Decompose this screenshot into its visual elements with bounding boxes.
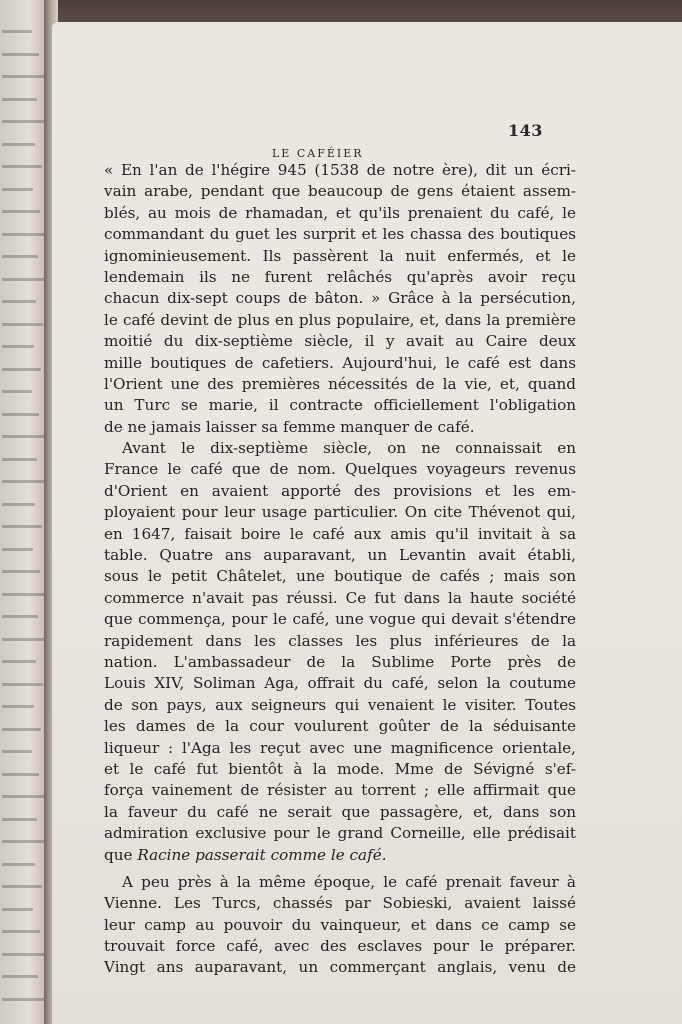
- text-line: d'Orient en avaient apporté des provisions et les em-: [104, 481, 576, 500]
- facing-page-text-fragment: [2, 210, 40, 213]
- text-line: vain arabe, pendant que beaucoup de gens étaient assem-: [104, 182, 576, 201]
- facing-page-text-fragment: [2, 570, 40, 573]
- facing-page-text-fragment: [2, 503, 35, 506]
- text-line: Vingt ans auparavant, un commerçant anglais, venu de: [104, 958, 576, 977]
- facing-page-text-fragment: [2, 435, 46, 438]
- facing-page-text-fragment: [2, 660, 36, 663]
- text-line: sous le petit Châtelet, une boutique de cafés ; mais son: [104, 567, 576, 586]
- facing-page-text-fragment: [2, 98, 37, 101]
- text-line: A peu près à la même époque, le café prenait faveur à: [122, 872, 576, 891]
- text-line: chacun dix-sept coups de bâton. » Grâce à la persécution,: [104, 289, 576, 308]
- facing-page-text-fragment: [2, 458, 37, 461]
- left-page-edge: [0, 0, 50, 1024]
- facing-page-text-fragment: [2, 300, 36, 303]
- text-line: un Turc se marie, il contracte officiellement l'obligation: [104, 396, 576, 415]
- facing-page-text-fragment: [2, 705, 34, 708]
- facing-page-text-fragment: [2, 53, 39, 56]
- text-line: Louis XIV, Soliman Aga, offrait du café, selon la coutume: [104, 674, 576, 693]
- text-line: leur camp au pouvoir du vainqueur, et dans ce camp se: [104, 915, 576, 934]
- facing-page-text-fragment: [2, 120, 44, 123]
- text-line: rapidement dans les classes les plus inférieures de la: [104, 631, 576, 650]
- facing-page-text-fragment: [2, 390, 32, 393]
- text-line: en 1647, faisait boire le café aux amis qu'il invitait à sa: [104, 524, 576, 543]
- text-line: ignominieusement. Ils passèrent la nuit enfermés, et le: [104, 246, 576, 265]
- facing-page-text-fragment: [2, 728, 41, 731]
- text-line: France le café que de nom. Quelques voyageurs revenus: [104, 460, 576, 479]
- text-line: Avant le dix-septième siècle, on ne connaissait en: [122, 439, 576, 458]
- facing-page-text-fragment: [2, 863, 35, 866]
- facing-page-text-fragment: [2, 615, 38, 618]
- facing-page-text-fragment: [2, 818, 37, 821]
- facing-page-text-fragment: [2, 525, 42, 528]
- body-text: [104, 160, 576, 979]
- facing-page-text-fragment: [2, 368, 41, 371]
- text-line: lendemain ils ne furent relâchés qu'après avoir reçu: [104, 267, 576, 286]
- text-line: table. Quatre ans auparavant, un Levantin avait établi,: [104, 546, 576, 565]
- text-line: moitié du dix-septième siècle, il y avait au Caire deux: [104, 332, 576, 351]
- text-line: nation. L'ambassadeur de la Sublime Porte près de: [104, 652, 576, 671]
- facing-page-text-fragment: [2, 975, 38, 978]
- text-line: « En l'an de l'hégire 945 (1538 de notre ère), dit un écri-: [104, 161, 576, 179]
- text-line: commerce n'avait pas réussi. Ce fut dans la haute société: [104, 588, 576, 607]
- italic-quote: Racine passerait comme le café.: [137, 845, 387, 864]
- facing-page-text-fragment: [2, 930, 40, 933]
- facing-page-text-fragment: [2, 413, 39, 416]
- facing-page-text-fragment: [2, 480, 44, 483]
- page-number: 143: [508, 121, 543, 140]
- facing-page-text-fragment: [2, 278, 45, 281]
- facing-page-text-fragment: [2, 30, 32, 33]
- facing-page-text-fragment: [2, 840, 44, 843]
- text-line: blés, au mois de rhamadan, et qu'ils prenaient du café, le: [104, 203, 576, 222]
- text-line: Vienne. Les Turcs, chassés par Sobieski, avaient laissé: [104, 894, 576, 913]
- facing-page-text-fragment: [2, 188, 33, 191]
- facing-page-text-fragment: [2, 593, 47, 596]
- text-line: les dames de la cour voulurent goûter de la séduisante: [104, 717, 576, 736]
- text-line: liqueur : l'Aga les reçut avec une magnificence orientale,: [104, 738, 576, 757]
- facing-page-text-fragment: [2, 908, 33, 911]
- facing-page-text-fragment: [2, 255, 38, 258]
- facing-page-text-fragment: [2, 143, 35, 146]
- text-line: l'Orient une des premières nécessités de la vie, et, quand: [104, 374, 576, 393]
- facing-page-text-fragment: [2, 75, 46, 78]
- text-line: la faveur du café ne serait que passagère, et, dans son: [104, 802, 576, 821]
- text-line: trouvait force café, avec des esclaves pour le préparer.: [104, 937, 576, 956]
- text-line: de son pays, aux seigneurs qui venaient le visiter. Toutes: [104, 695, 576, 714]
- facing-page-text-fragment: [2, 750, 32, 753]
- text-line: de ne jamais laisser sa femme manquer de café.: [104, 417, 475, 436]
- text-line: [104, 845, 576, 866]
- text-line: que commença, pour le café, une vogue qui devait s'étendre: [104, 610, 576, 629]
- text-line-start: que: [104, 845, 138, 864]
- text-line: commandant du guet les surprit et les chassa des boutiques: [104, 225, 576, 244]
- facing-page-text-fragment: [2, 165, 42, 168]
- text-line: ployaient pour leur usage particulier. On cite Thévenot qui,: [104, 503, 576, 522]
- facing-page-text-fragment: [2, 345, 34, 348]
- facing-page-text-fragment: [2, 773, 39, 776]
- running-head: LE CAFÉIER: [272, 147, 364, 160]
- facing-page-text-fragment: [2, 323, 43, 326]
- facing-page-text-fragment: [2, 683, 43, 686]
- text-line: força vainement de résister au torrent ; elle affirmait que: [104, 781, 576, 800]
- facing-page-text-fragment: [2, 795, 46, 798]
- facing-page-text-fragment: [2, 233, 47, 236]
- facing-page-text-fragment: [2, 998, 45, 1001]
- facing-page-text-fragment: [2, 885, 42, 888]
- text-line: et le café fut bientôt à la mode. Mme de Sévigné s'ef-: [104, 759, 576, 778]
- facing-page-text-fragment: [2, 638, 45, 641]
- text-line: le café devint de plus en plus populaire, et, dans la première: [104, 310, 576, 329]
- facing-page-text-fragment: [2, 953, 47, 956]
- text-line: admiration exclusive pour le grand Corneille, elle prédisait: [104, 824, 576, 843]
- text-line: mille boutiques de cafetiers. Aujourd'hui, le café est dans: [104, 353, 576, 372]
- facing-page-text-fragment: [2, 548, 33, 551]
